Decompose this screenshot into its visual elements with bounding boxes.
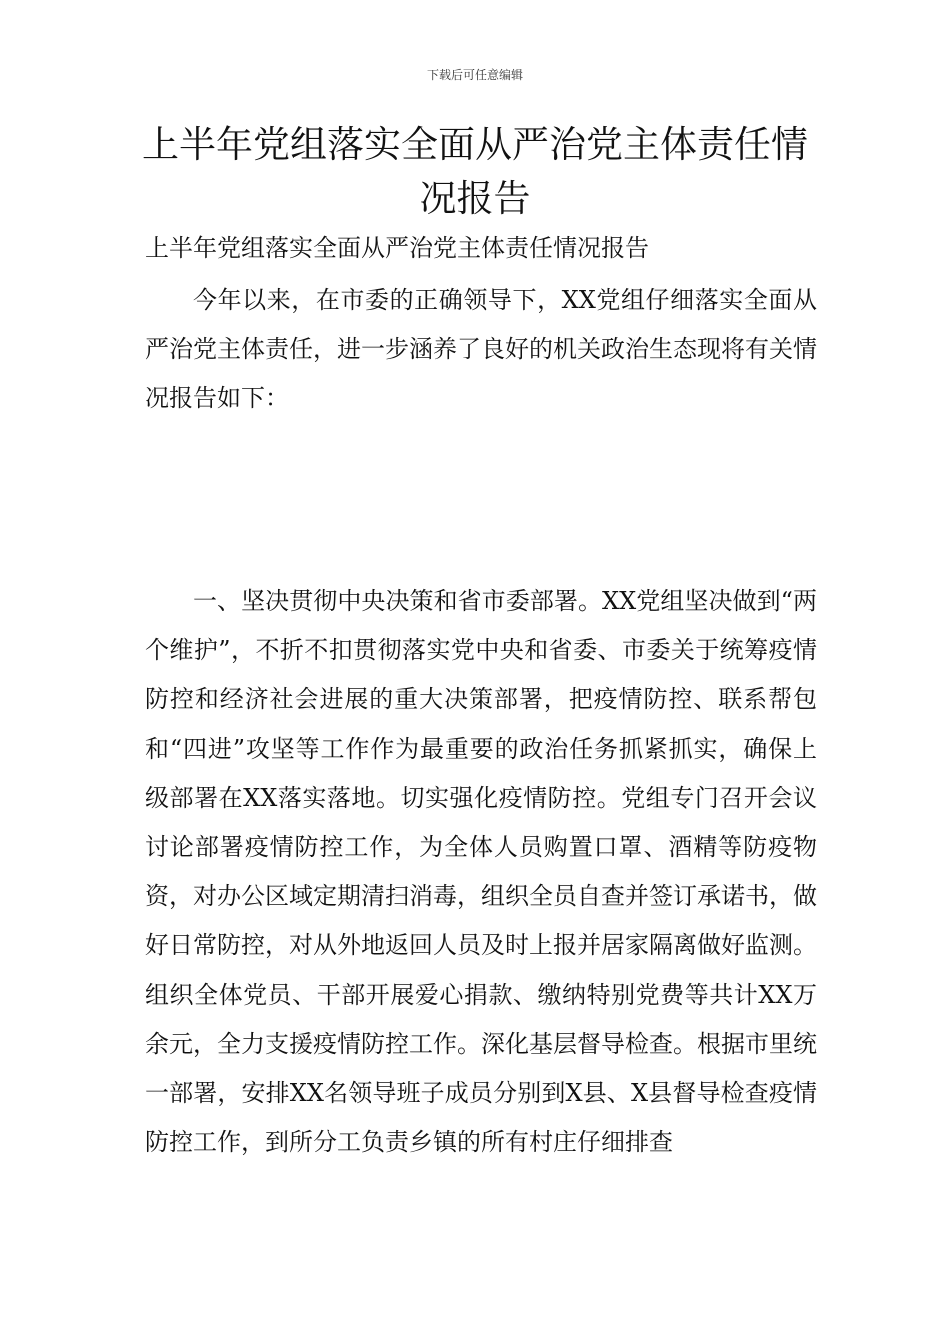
header-note: 下载后可任意编辑 bbox=[426, 68, 523, 82]
paragraph-section-one: 一、坚决贯彻中央决策和省市委部署。XX党组坚决做到“两个维护”，不折不扣贯彻落实党中央和省委、市委关于统筹疫情防控和经济社会进展的重大决策部署，把疫情防控、联系帮包和“四进”攻坚等工作作为最重要的政治任务抓紧抓实，确保上级部署在XX落实落地。切实强化疫情防控。党组专门召开会议讨论部署疫情防控工作，为全体人员购置口罩、酒精等防疫物资，对办公区域定期清扫消毒，组织全员自查并签订承诺书，做好日常防控，对从外地返回人员及时上报并居家隔离做好监测。组织全体党员、干部开展爱心捐款、缴纳特别党费等共计XX万余元，全力支援疫情防控工作。深化基层督导检查。根据市里统一部署，安排XX名领导班子成员分别到X县、X县督导检查疫情防控工作，到所分工负责乡镇的所有村庄仔细排查 bbox=[145, 587, 817, 1157]
document-subtitle: 上半年党组落实全面从严治党主体责任情况报告 bbox=[145, 234, 649, 262]
document-title: 上半年党组落实全面从严治党主体责任情况报告 bbox=[142, 123, 808, 220]
paragraph-intro: 今年以来，在市委的正确领导下，XX党组仔细落实全面从严治党主体责任，进一步涵养了良好的机关政治生态现将有关情况报告如下： bbox=[145, 286, 817, 413]
